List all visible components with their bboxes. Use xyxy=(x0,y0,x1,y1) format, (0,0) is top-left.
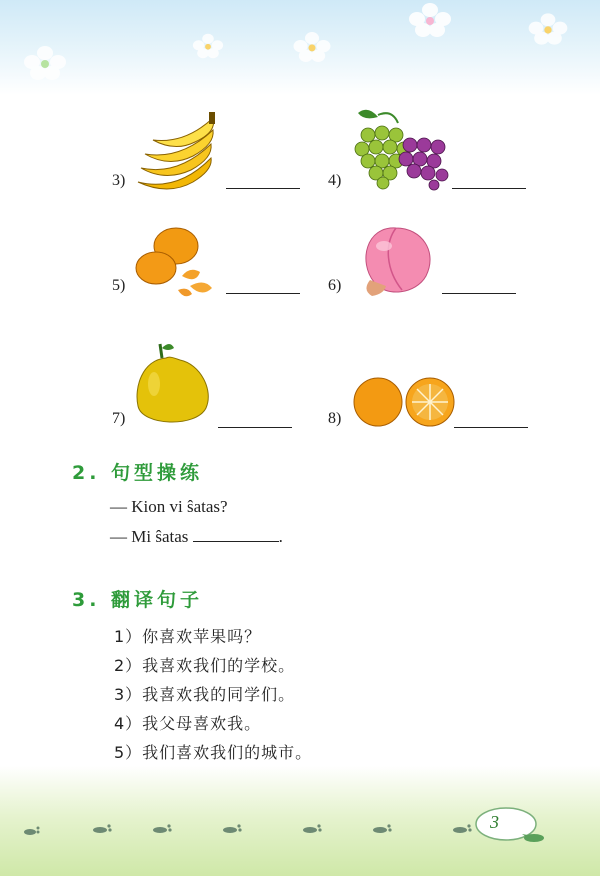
translation-item: 3）我喜欢我的同学们。 xyxy=(114,685,296,704)
answer-blank[interactable] xyxy=(442,293,516,294)
dialog-answer xyxy=(110,527,283,547)
item-number: 3) xyxy=(112,172,126,189)
flower-icon xyxy=(525,12,571,46)
section-2-title: 2. 句型操练 xyxy=(72,462,204,484)
orange-icon xyxy=(352,374,456,430)
answer-blank[interactable] xyxy=(226,293,300,294)
pear-icon xyxy=(130,340,214,430)
flower-icon xyxy=(405,2,455,38)
flower-icon xyxy=(290,30,334,64)
dialog-question: — Kion vi ŝatas? xyxy=(110,497,228,516)
translation-item: 5）我们喜欢我们的城市。 xyxy=(114,743,313,762)
translation-item: 2）我喜欢我们的学校。 xyxy=(114,656,296,675)
answer-blank[interactable] xyxy=(454,427,528,428)
footprints-icon xyxy=(20,818,490,842)
tangerine-icon xyxy=(134,224,220,298)
peach-icon xyxy=(356,222,436,298)
dialog-answer-prefix: — Mi ŝatas xyxy=(110,527,193,546)
dialog-answer-suffix: . xyxy=(278,527,283,546)
item-number: 5) xyxy=(112,277,126,294)
item-number: 4) xyxy=(328,172,342,189)
answer-blank[interactable] xyxy=(218,427,292,428)
translation-item: 1）你喜欢苹果吗？ xyxy=(114,627,262,646)
banana-icon xyxy=(133,110,223,190)
answer-blank[interactable] xyxy=(193,527,279,542)
answer-blank[interactable] xyxy=(452,188,526,189)
grapes-icon xyxy=(348,105,452,191)
flower-icon xyxy=(20,45,70,81)
translation-item: 4）我父母喜欢我。 xyxy=(114,714,262,733)
section-3-title: 3. 翻译句子 xyxy=(72,589,204,611)
item-number: 6) xyxy=(328,277,342,294)
page-number-bubble-icon xyxy=(470,800,550,848)
item-number: 7) xyxy=(112,410,126,427)
item-number: 8) xyxy=(328,410,342,427)
flower-icon xyxy=(190,32,226,60)
answer-blank[interactable] xyxy=(226,188,300,189)
page-number: 3 xyxy=(490,812,499,832)
